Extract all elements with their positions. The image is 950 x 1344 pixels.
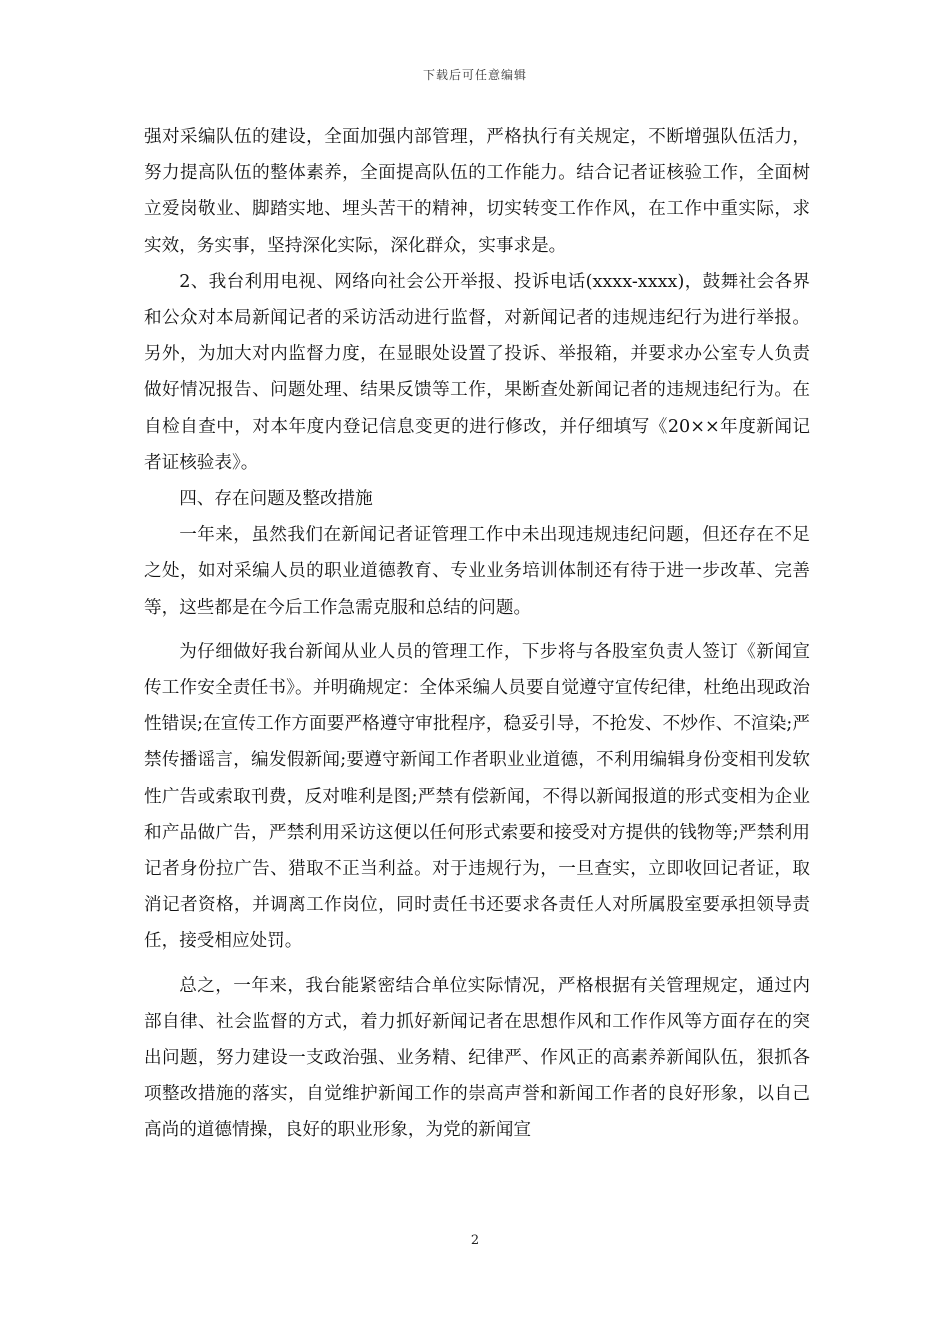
page-header: 下载后可任意编辑 bbox=[422, 68, 527, 82]
paragraph-conclusion: 总之，一年来，我台能紧密结合单位实际情况，严格根据有关管理规定，通过内部自律、社会监督的方式，着力抓好新闻记者在思想作风和工作作风等方面存在的突出问题，努力建设一支政治强、业务精、纪律严、作风正的高素养新闻队伍，狠抓各项整改措施的落实，自觉维护新闻工作的崇高声誉和新闻工作者的良好形象，以自己高尚的道德情操，良好的职业形象，为党的新闻宣 bbox=[144, 975, 810, 1141]
document-body bbox=[144, 119, 810, 1149]
paragraph-problems: 一年来，虽然我们在新闻记者证管理工作中未出现违规违纪问题，但还存在不足之处，如对采编人员的职业道德教育、专业业务培训体制还有待于进一步改革、完善等，这些都是在今后工作急需克服和总结的问题。 bbox=[144, 525, 810, 618]
paragraph-item-2: 2、我台利用电视、网络向社会公开举报、投诉电话(xxxx-xxxx)，鼓舞社会各界和公众对本局新闻记者的采访活动进行监督，对新闻记者的违规违纪行为进行举报。另外，为加大对内监督力度，在显眼处设置了投诉、举报箱，并要求办公室专人负责做好情况报告、问题处理、结果反馈等工作，果断查处新闻记者的违规违纪行为。在自检自查中，对本年度内登记信息变更的进行修改，并仔细填写《20××年度新闻记者证核验表》。 bbox=[144, 271, 810, 473]
page-number: 2 bbox=[470, 1233, 480, 1248]
section-heading-4: 四、存在问题及整改措施 bbox=[179, 489, 373, 510]
paragraph-continuation: 强对采编队伍的建设，全面加强内部管理，严格执行有关规定，不断增强队伍活力，努力提高队伍的整体素养，全面提高队伍的工作能力。结合记者证核验工作，全面树立爱岗敬业、脚踏实地、埋头苦干的精神，切实转变工作作风，在工作中重实际，求实效，务实事，坚持深化实际，深化群众，实事求是。 bbox=[144, 127, 810, 256]
paragraph-measures: 为仔细做好我台新闻从业人员的管理工作，下步将与各股室负责人签订《新闻宣传工作安全责任书》。并明确规定：全体采编人员要自觉遵守宣传纪律，杜绝出现政治性错误;在宣传工作方面要严格遵守审批程序，稳妥引导，不抢发、不炒作、不渲染;严禁传播谣言，编发假新闻;要遵守新闻工作者职业业道德，不利用编辑身份变相刊发软性广告或索取刊费，反对唯利是图;严禁有偿新闻，不得以新闻报道的形式变相为企业和产品做广告，严禁利用采访这便以任何形式索要和接受对方提供的钱物等;严禁利用记者身份拉广告、猎取不正当利益。对于违规行为，一旦查实，立即收回记者证，取消记者资格，并调离工作岗位，同时责任书还要求各责任人对所属股室要承担领导责任，接受相应处罚。 bbox=[144, 641, 810, 952]
